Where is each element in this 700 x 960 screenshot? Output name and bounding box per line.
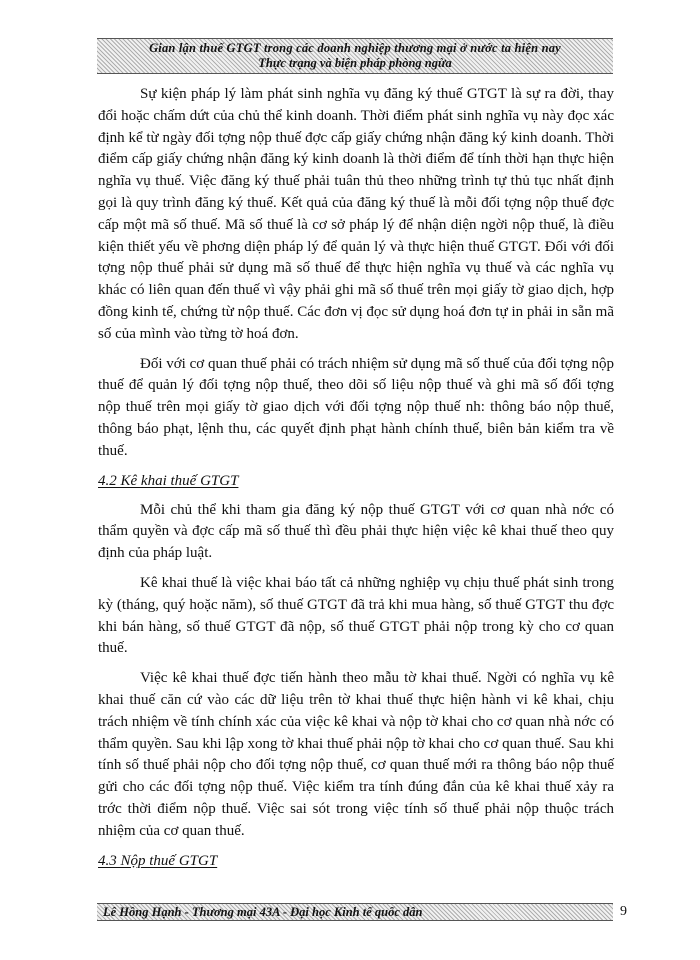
footer-author: Lê Hồng Hạnh - Thương mại 43A - Đại học Kinh tế quốc dân	[103, 905, 423, 919]
document-body	[98, 84, 614, 880]
section-heading-4-2: 4.2 Kê khai thuế GTGT	[98, 472, 239, 489]
paragraph-declaration-obligation: Mỗi chủ thể khi tham gia đăng ký nộp thuế GTGT với cơ quan nhà nớc có thẩm quyền và đợc cấp mã số thuế thì đều phải thực hiện việc kê khai thuế theo quy định của pháp luật.	[98, 501, 614, 562]
paragraph-tax-authority-duty: Đối với cơ quan thuế phải có trách nhiệm sử dụng mã số thuế của đối tợng nộp thuế để quản lý đối tợng nộp thuế, theo dõi số liệu nộp thuế và ghi mã số đối tợng nộp thuế trên mọi giấy tờ giao dịch với đối tợng nộp thuế nh: thông báo nộp thuế, thông báo phạt, lệnh thu, các quyết định phạt hành chính thuế, biên bản kiểm tra về thuế.	[98, 355, 614, 459]
paragraph-declaration-definition: Kê khai thuế là việc khai báo tất cả những nghiệp vụ chịu thuế phát sinh trong kỳ (tháng, quý hoặc năm), số thuế GTGT đã trả khi mua hàng, số thuế GTGT thu đợc khi bán hàng, số thuế GTGT đã nộp, số thuế GTGT phải nộp trong kỳ cho cơ quan thuế.	[98, 574, 614, 657]
page-header	[97, 38, 613, 74]
header-title-line2: Thực trạng và biện pháp phòng ngừa	[258, 56, 452, 70]
paragraph-tax-registration: Sự kiện pháp lý làm phát sinh nghĩa vụ đăng ký thuế GTGT là sự ra đời, thay đổi hoặc chấm dứt của chủ thể kinh doanh. Thời điểm phát sinh nghĩa vụ này đọc xác định kể từ ngày đối tợng nộp thuế đợc cấp giấy chứng nhận đăng ký kinh doanh. Thời điểm cấp giấy chứng nhận đăng ký kinh doanh là thời điểm để tính thời hạn thực hiện nghĩa vụ thuế. Việc đăng ký thuế phải tuân thủ theo những trình tự thủ tục nhất định gọi là quy trình đăng ký thuế. Kết quả của đăng ký thuế là mỗi đối tợng nộp thuế đợc cấp một mã số thuế. Mã số thuế là cơ sở pháp lý để nhận diện ngời nộp thuế, là điều kiện thiết yếu về phơng diện pháp lý để quản lý và thực hiện thuế GTGT. Đối với đối tợng nộp thuế phải sử dụng mã số thuế để thực hiện nghĩa vụ thuế và các nghĩa vụ khác có liên quan đến thuế vì vậy phải ghi mã số thuế trên mọi giấy tờ giao dịch, hợp đồng kinh tế, chứng từ nộp thuế. Các đơn vị đọc sử dụng hoá đơn tự in phải in sẵn mã số của mình vào từng tờ hoá đơn.	[98, 86, 614, 342]
header-title-line1: Gian lận thuế GTGT trong các doanh nghiệp thương mại ở nước ta hiện nay	[149, 41, 561, 55]
page-footer	[97, 903, 613, 921]
section-heading-4-3: 4.3 Nộp thuế GTGT	[98, 852, 218, 869]
page-number: 9	[620, 904, 627, 919]
paragraph-declaration-procedure: Việc kê khai thuế đợc tiến hành theo mẫu tờ khai thuế. Ngời có nghĩa vụ kê khai thuế căn cứ vào các dữ liệu trên tờ khai thuế thực hiện hành vi kê khai, chịu trách nhiệm về tính chính xác của việc kê khai và nộp tờ khai cho cơ quan nhà nớc có thẩm quyền. Sau khi lập xong tờ khai thuế phải nộp tờ khai cho cơ quan thuế. Sau khi tính số thuế phải nộp cho đối tợng nộp thuế, cơ quan thuế mới ra thông báo nộp thuế gửi cho các đối tợng nộp thuế. Việc kiểm tra tính đúng đắn của kê khai thuế xảy ra trớc thời điểm nộp thuế. Việc sai sót trong việc tính số thuế phải nộp thuộc trách nhiệm của cơ quan thuế.	[98, 670, 614, 839]
